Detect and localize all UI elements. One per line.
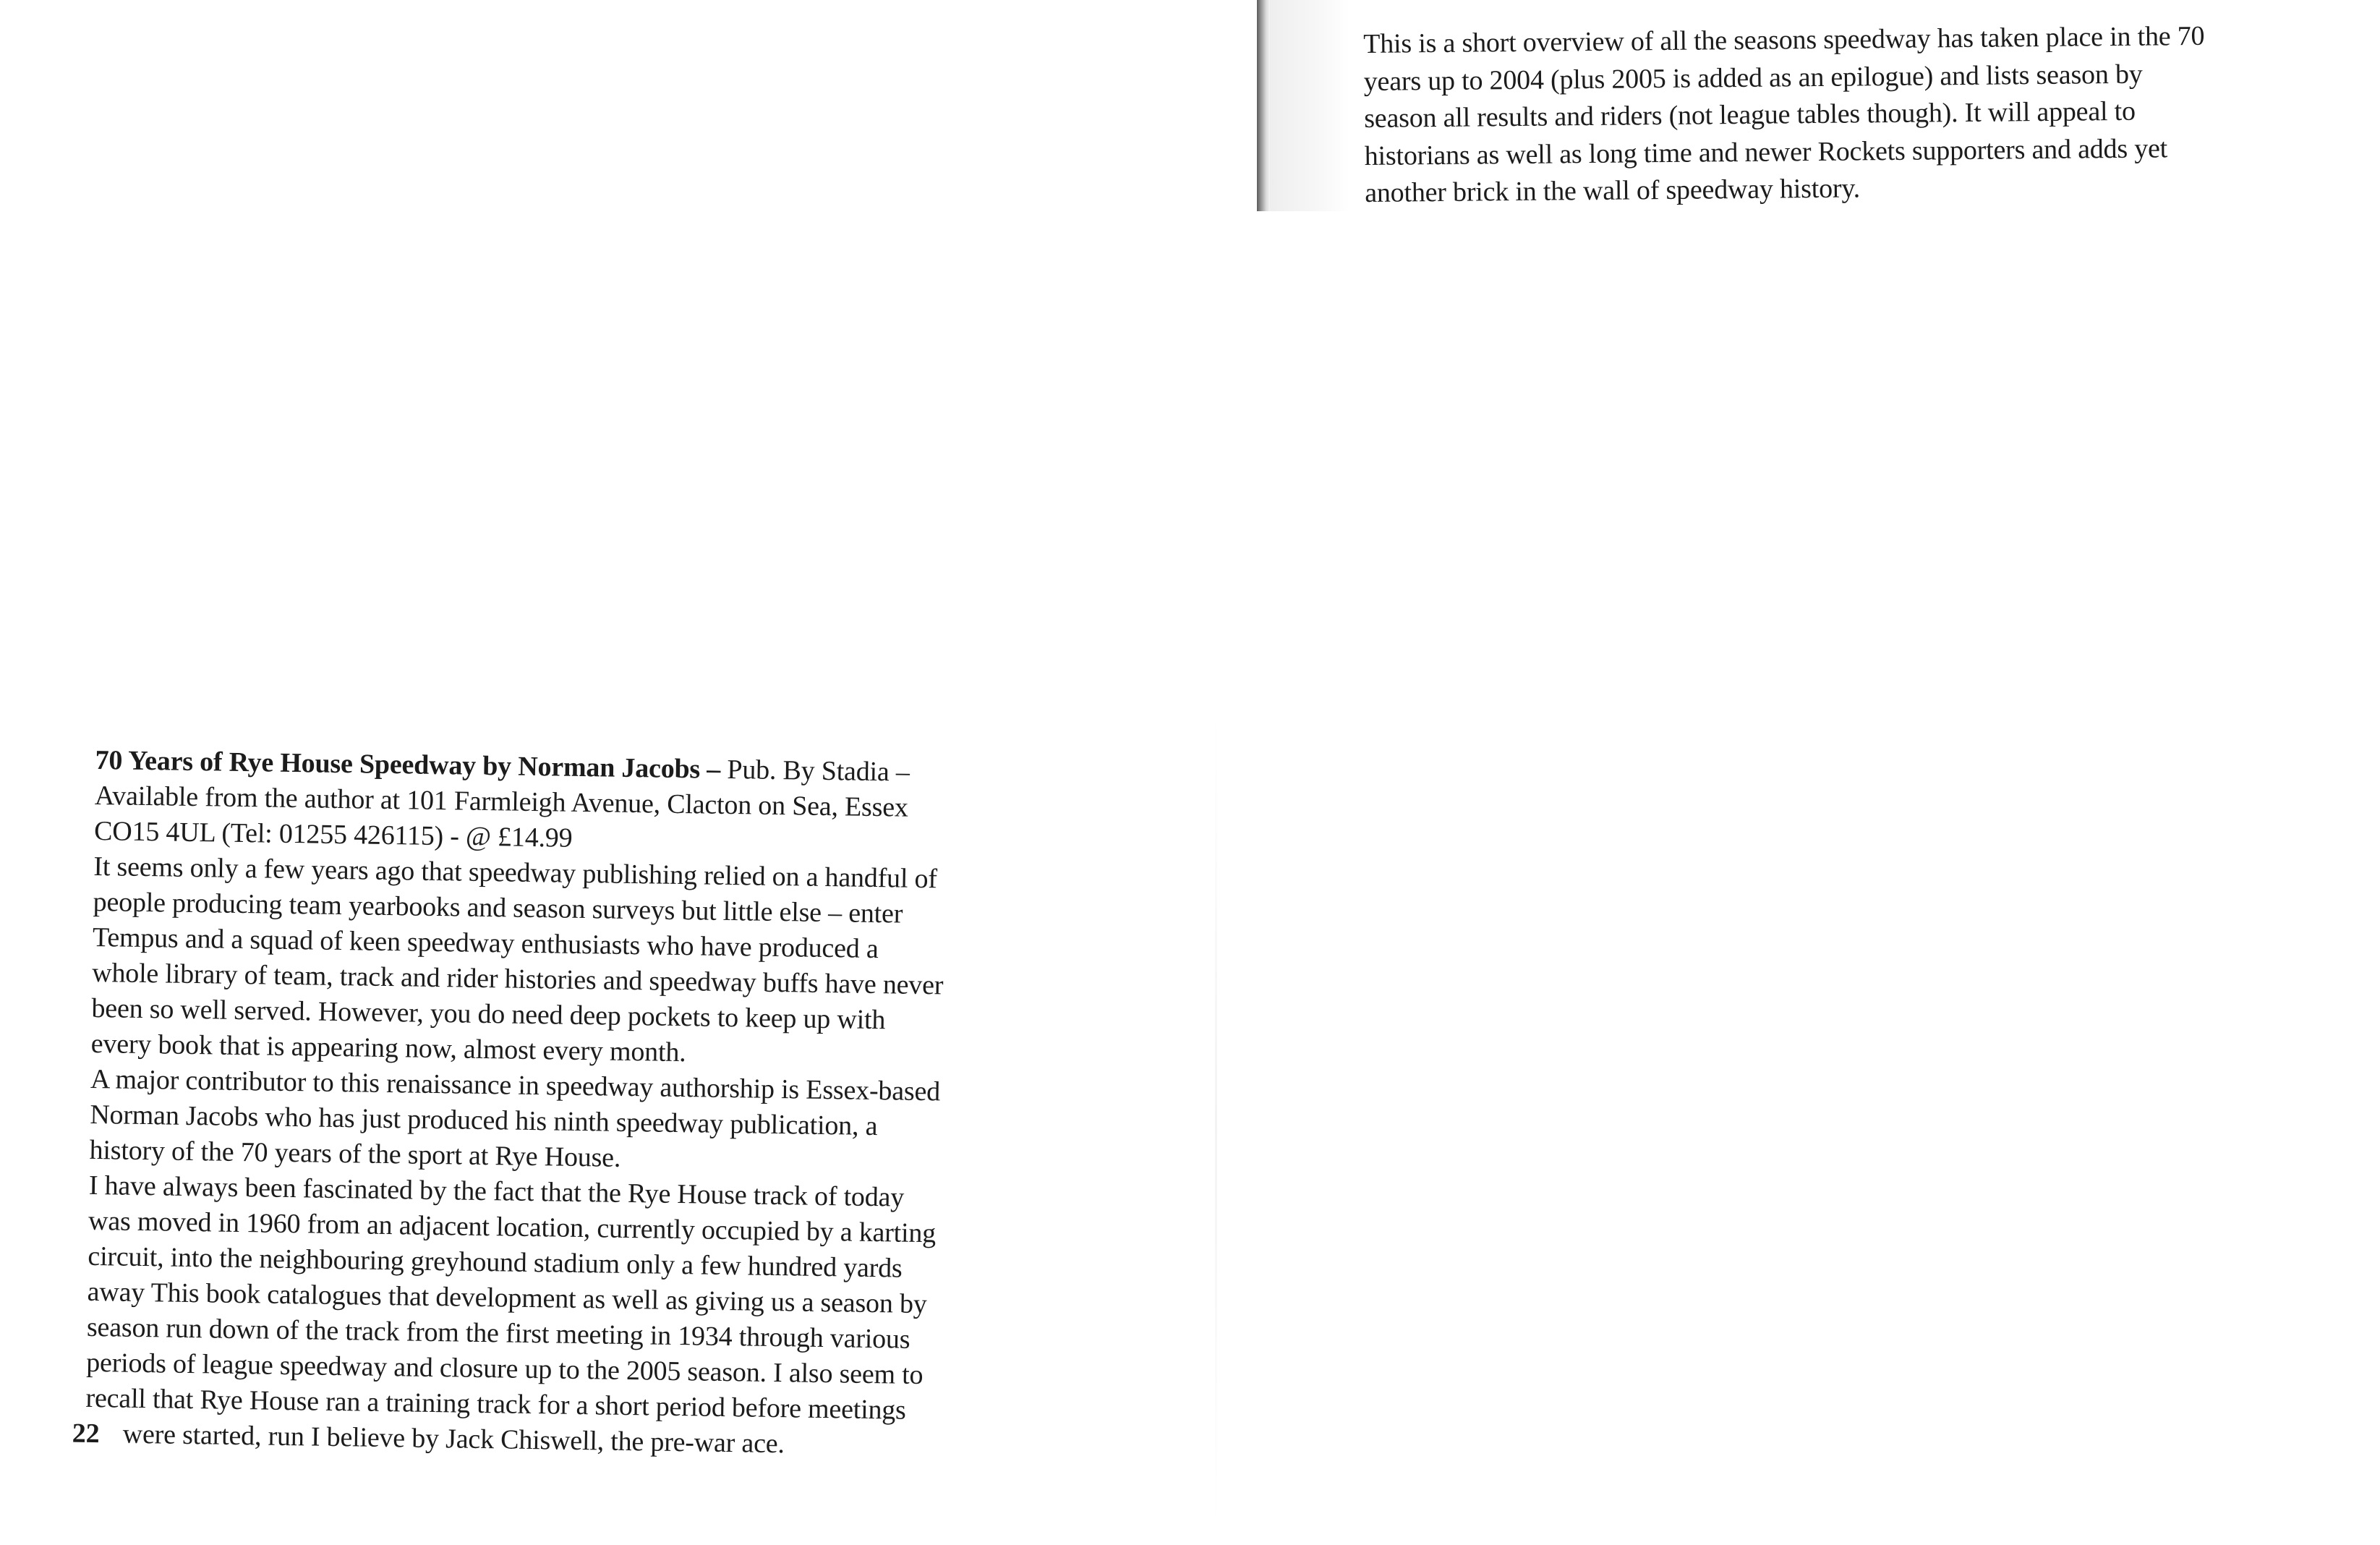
body-line: Tempus and a squad of keen speedway enthusiasts who have produced a xyxy=(92,922,879,965)
column-edge-line xyxy=(1215,712,1217,1530)
review-publisher: Pub. By Stadia – xyxy=(720,754,910,788)
body-line: was moved in 1960 from an adjacent location, currently occupied by a karting xyxy=(88,1205,937,1249)
body-line: Norman Jacobs who has just produced his ninth speedway publication, a xyxy=(90,1099,878,1142)
overview-line: another brick in the wall of speedway history. xyxy=(1365,173,1861,208)
body-line: circuit, into the neighbouring greyhound stadium only a few hundred yards xyxy=(88,1240,903,1284)
body-line: whole library of team, track and rider histories and speedway buffs have never xyxy=(91,957,944,1001)
body-line: history of the 70 years of the sport at Rye House. xyxy=(89,1134,621,1173)
overview-line: season all results and riders (not league tables though). It will appeal to xyxy=(1364,95,2136,134)
body-line: recall that Rye House ran a training track for a short period before meetings xyxy=(85,1382,906,1426)
overview-line: years up to 2004 (plus 2005 is added as an epilogue) and lists season by xyxy=(1363,59,2143,97)
page-fold-shadow xyxy=(1257,0,1270,211)
body-line: I have always been fascinated by the fact that the Rye House track of today xyxy=(88,1170,905,1213)
overview-paragraph xyxy=(1363,17,2377,213)
body-line: away This book catalogues that development as well as giving us a season by xyxy=(87,1276,927,1320)
overview-line: historians as well as long time and newer Rockets supporters and adds yet xyxy=(1364,132,2168,171)
page-number: 22 xyxy=(72,1418,100,1450)
body-line: periods of league speedway and closure up to the 2005 season. I also seem to xyxy=(85,1347,924,1391)
body-line: every book that is appearing now, almost every month. xyxy=(90,1028,686,1068)
body-line: been so well served. However, you do need deep pockets to keep up with xyxy=(91,992,886,1036)
page-fold-shading xyxy=(1270,0,1349,211)
overview-line: This is a short overview of all the seasons speedway has taken place in the 70 xyxy=(1363,20,2205,59)
body-line: It seems only a few years ago that speedway publishing relied on a handful of xyxy=(93,851,938,895)
review-heading: 70 Years of Rye House Speedway by Norman Jacobs – xyxy=(95,744,721,785)
body-line: A major contributor to this renaissance in speedway authorship is Essex-based xyxy=(90,1063,941,1107)
body-line: people producing team yearbooks and season surveys but little else – enter xyxy=(93,886,903,929)
last-line-text: were started, run I believe by Jack Chiswell, the pre-war ace. xyxy=(122,1418,785,1460)
publisher-line: Available from the author at 101 Farmleigh Avenue, Clacton on Sea, Essex xyxy=(94,780,909,823)
publisher-line: CO15 4UL (Tel: 01255 426115) - @ £14.99 xyxy=(93,815,573,854)
book-review-article xyxy=(72,743,1208,1468)
body-line: season run down of the track from the first meeting in 1934 through various xyxy=(86,1311,910,1355)
